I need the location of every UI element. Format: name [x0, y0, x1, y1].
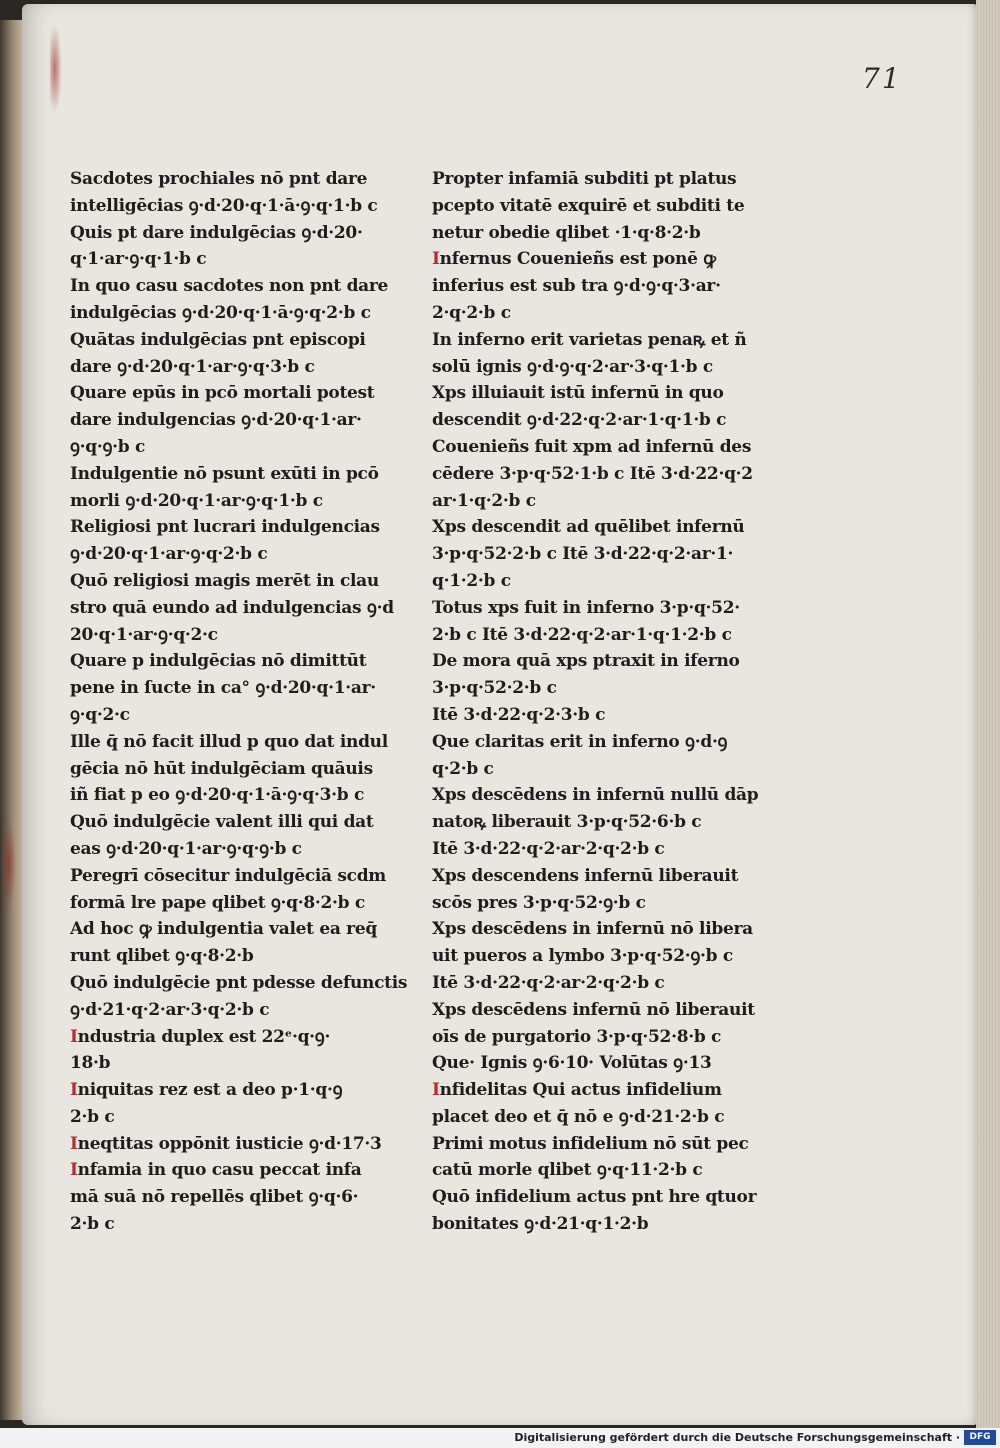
text-line: placet deo et q̄ nō e ꝯ·d·21·2·b c [432, 1106, 725, 1127]
text-line: Quō indulgēcie valent illi qui dat [70, 812, 374, 833]
text-line: intelligēcias ꝯ·d·20·q·1·ā·ꝯ·q·1·b c [70, 195, 378, 216]
text-line: Quō infidelium actus pnt hre qtuor [432, 1187, 757, 1208]
text-line: descendit ꝯ·d·22·q·2·ar·1·q·1·b c [432, 410, 727, 431]
text-line: scōs pres 3·p·q·52·ꝯ·b c [432, 892, 646, 913]
rubric-rest: nfernus Couenieñs est ponē ꝙ [439, 249, 716, 270]
rubric-line [432, 246, 742, 273]
left-text-column [70, 166, 408, 1235]
rubric-rest: niquitas rez est a deo p·1·q·ꝯ [77, 1080, 343, 1101]
rubric-line [70, 1077, 380, 1104]
text-line: Religiosi pnt lucrari indulgencias [70, 517, 380, 538]
text-line: pene in ſucte in ca° ꝯ·d·20·q·1·ar· [70, 678, 376, 699]
folio-number: 71 [862, 62, 902, 95]
text-line: De mora quā xps ptraxit in iferno [432, 651, 740, 672]
text-line: pcepto vitatē exquirē et subditi te [432, 195, 745, 216]
text-line: indulgēcias ꝯ·d·20·q·1·ā·ꝯ·q·2·b c [70, 302, 371, 323]
text-line: gēcia nō hūt indulgēciam quāuis [70, 758, 373, 779]
text-line: Indulgentie nō psunt exūti in pcō [70, 463, 379, 484]
text-line: Xps descendit ad quēlibet infernū [432, 517, 745, 538]
text-line: bonitates ꝯ·d·21·q·1·2·b [432, 1214, 649, 1235]
text-line: Itē 3·d·22·q·2·ar·2·q·2·b c [432, 972, 665, 993]
rubric-initial: I [70, 1026, 78, 1047]
text-line: cēdere 3·p·q·52·1·b c Itē 3·d·22·q·2 [432, 463, 753, 484]
text-line: In quo casu sacdotes non pnt dare [70, 276, 389, 297]
text-line: Xps descēdens in infernū nō libera [432, 919, 753, 940]
text-line: 2·b c [70, 1214, 115, 1235]
rubric-rest: neqtitas oppōnit iusticie ꝯ·d·17·3 [77, 1133, 382, 1154]
text-line: inferius est sub tra ꝯ·d·ꝯ·q·3·ar· [432, 276, 721, 297]
text-line: Peregrī cōsecitur indulgēciā scdm [70, 865, 386, 886]
text-line: Xps descēdens infernū nō liberauit [432, 999, 755, 1020]
text-line: q·1·2·b c [432, 570, 511, 591]
text-line: Propter infamiā subditi pt platus [432, 169, 737, 189]
text-line: eas ꝯ·d·20·q·1·ar·ꝯ·q·ꝯ·b c [70, 838, 302, 859]
text-line: stro quā eundo ad indulgencias ꝯ·d [70, 597, 394, 618]
text-line: netur obedie qlibet ·1·q·8·2·b [432, 222, 701, 243]
text-line: catū morle qlibet ꝯ·q·11·2·b c [432, 1160, 703, 1181]
text-line: 20·q·1·ar·ꝯ·q·2·c [70, 624, 218, 645]
text-line: ar·1·q·2·b c [432, 490, 536, 511]
red-ink-bleed [4, 820, 16, 910]
text-line: q·2·b c [432, 758, 494, 779]
text-line: dare indulgencias ꝯ·d·20·q·1·ar· [70, 410, 362, 431]
right-text-column [432, 166, 759, 1235]
rubric-line [70, 1024, 380, 1051]
text-line: ꝯ·q·2·c [70, 704, 130, 725]
rubric-line [70, 1157, 380, 1184]
text-line: uit pueros a lymbo 3·p·q·52·ꝯ·b c [432, 946, 733, 967]
text-line: Sacdotes prochiales nō pnt dare [70, 169, 368, 189]
rubric-initial: I [70, 1133, 78, 1154]
text-line: 3·p·q·52·2·b c Itē 3·d·22·q·2·ar·1· [432, 544, 734, 565]
text-line: Quis pt dare indulgēcias ꝯ·d·20· [70, 222, 363, 243]
text-line: Primi motus infidelium nō sūt pec [432, 1133, 749, 1154]
text-line: Quātas indulgēcias pnt episcopi [70, 329, 366, 350]
text-line: ꝯ·q·ꝯ·b c [70, 436, 146, 457]
text-line: Xps descēdens in infernū nullū dāp [432, 785, 759, 806]
rubric-initial: I [70, 1080, 78, 1101]
text-line: Couenieñs fuit xpm ad infernū des [432, 436, 752, 457]
text-line: Que claritas erit in inferno ꝯ·d·ꝯ [432, 731, 728, 752]
text-line: Itē 3·d·22·q·2·ar·2·q·2·b c [432, 838, 665, 859]
text-line: Itē 3·d·22·q·2·3·b c [432, 704, 606, 725]
text-line: 2·q·2·b c [432, 302, 511, 323]
dfg-logo-icon: DFG [964, 1430, 996, 1445]
text-line: mā suā nō repellēs qlibet ꝯ·q·6· [70, 1187, 359, 1208]
text-line: natoꝶ liberauit 3·p·q·52·6·b c [432, 812, 702, 833]
text-line: 3·p·q·52·2·b c [432, 678, 557, 699]
rubric-line [432, 1077, 742, 1104]
text-line: iñ fiat p eo ꝯ·d·20·q·1·ā·ꝯ·q·3·b c [70, 785, 365, 806]
text-line: In inferno erit varietas penaꝶ et ñ [432, 329, 747, 350]
text-line: dare ꝯ·d·20·q·1·ar·ꝯ·q·3·b c [70, 356, 315, 377]
rubric-initial: I [432, 1080, 440, 1101]
footer-credit: Digitalisierung gefördert durch die Deutsche Forschungsgemeinschaft · [514, 1431, 960, 1444]
text-line: Quare p indulgēcias nō dimittūt [70, 651, 367, 672]
text-line: Quō religiosi magis merēt in clau [70, 570, 379, 591]
rubric-line [70, 1131, 380, 1158]
text-line: Xps descendens infernū liberauit [432, 865, 739, 886]
text-line: ꝯ·d·21·q·2·ar·3·q·2·b c [70, 999, 270, 1020]
text-line: Quare epūs in pcō mortali potest [70, 383, 375, 404]
rubric-initial: I [432, 249, 440, 270]
text-line: Ille q̄ nō facit illud p quo dat indul [70, 731, 388, 752]
rubric-rest: nfamia in quo casu peccat infa [77, 1160, 362, 1181]
text-line: 2·b c Itē 3·d·22·q·2·ar·1·q·1·2·b c [432, 624, 732, 645]
text-line: ꝯ·d·20·q·1·ar·ꝯ·q·2·b c [70, 544, 268, 565]
rubric-rest: ndustria duplex est 22ᵉ·q·ꝯ· [77, 1026, 331, 1047]
text-line: Xps illuiauit istū infernū in quo [432, 383, 724, 404]
text-line: solū ignis ꝯ·d·ꝯ·q·2·ar·3·q·1·b c [432, 356, 713, 377]
red-ink-bleed [50, 24, 62, 114]
text-line: Quō indulgēcie pnt pdesse defunctis [70, 972, 408, 993]
text-line: oīs de purgatorio 3·p·q·52·8·b c [432, 1026, 722, 1047]
text-line: Ad hoc ꝙ indulgentia valet ea req̄ [70, 919, 377, 940]
right-page-stack [976, 0, 1000, 1428]
text-line: morli ꝯ·d·20·q·1·ar·ꝯ·q·1·b c [70, 490, 323, 511]
text-line: formā lre pape qlibet ꝯ·q·8·2·b c [70, 892, 365, 913]
text-line: Totus xps fuit in inferno 3·p·q·52· [432, 597, 740, 618]
text-line: runt qlibet ꝯ·q·8·2·b [70, 946, 254, 967]
text-line: 18·b [70, 1053, 111, 1074]
text-line: 2·b c [70, 1106, 115, 1127]
text-line: q·1·ar·ꝯ·q·1·b c [70, 249, 207, 270]
rubric-initial: I [70, 1160, 78, 1181]
text-line: Que· Ignis ꝯ·6·10· Volūtas ꝯ·13 [432, 1053, 712, 1074]
rubric-rest: nfidelitas Qui actus infidelium [439, 1080, 722, 1101]
